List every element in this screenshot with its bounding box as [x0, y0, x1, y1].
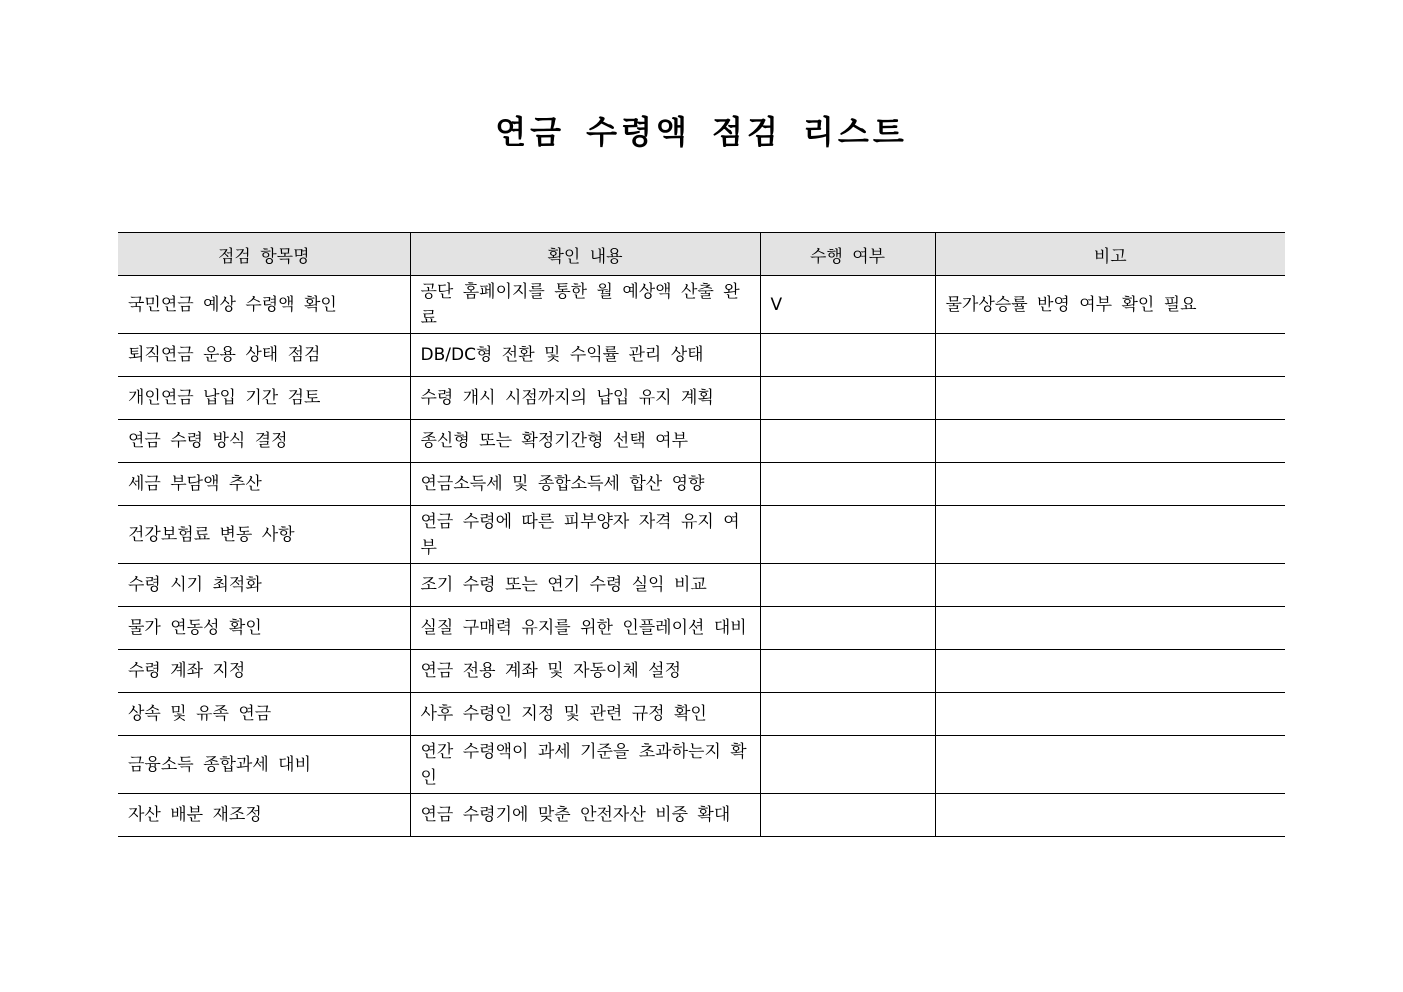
document-title: 연금 수령액 점검 리스트 [495, 113, 908, 151]
check-content-cell: 연금소득세 및 종합소득세 합산 영향 [410, 463, 760, 506]
done-status-cell[interactable] [760, 420, 935, 463]
header-done-status: 수행 여부 [760, 233, 935, 276]
check-content-cell: 수령 개시 시점까지의 납입 유지 계획 [410, 377, 760, 420]
table-row [118, 794, 1285, 837]
done-status-cell[interactable] [760, 794, 935, 837]
check-content-cell: 사후 수령인 지정 및 관련 규정 확인 [410, 693, 760, 736]
checklist-table [118, 232, 1285, 837]
note-cell[interactable] [935, 334, 1285, 377]
table-row [118, 607, 1285, 650]
check-content-cell: 연금 전용 계좌 및 자동이체 설정 [410, 650, 760, 693]
item-name-cell: 상속 및 유족 연금 [118, 693, 410, 736]
table-row [118, 334, 1285, 377]
header-check-content: 확인 내용 [410, 233, 760, 276]
note-cell[interactable] [935, 564, 1285, 607]
note-cell[interactable] [935, 693, 1285, 736]
check-content-cell: 종신형 또는 확정기간형 선택 여부 [410, 420, 760, 463]
note-cell[interactable] [935, 794, 1285, 837]
note-cell[interactable] [935, 377, 1285, 420]
done-status-cell[interactable] [760, 377, 935, 420]
item-name-cell: 국민연금 예상 수령액 확인 [118, 276, 410, 334]
check-content-cell: 조기 수령 또는 연기 수령 실익 비교 [410, 564, 760, 607]
item-name-cell: 세금 부담액 추산 [118, 463, 410, 506]
item-name-cell: 수령 시기 최적화 [118, 564, 410, 607]
done-status-cell[interactable] [760, 736, 935, 794]
table-row [118, 650, 1285, 693]
done-status-cell[interactable] [760, 564, 935, 607]
done-status-cell[interactable] [760, 463, 935, 506]
note-cell[interactable] [935, 736, 1285, 794]
item-name-cell: 자산 배분 재조정 [118, 794, 410, 837]
item-name-cell: 금융소득 종합과세 대비 [118, 736, 410, 794]
table-row [118, 420, 1285, 463]
table-row [118, 564, 1285, 607]
header-note: 비고 [935, 233, 1285, 276]
note-cell[interactable] [935, 463, 1285, 506]
item-name-cell: 퇴직연금 운용 상태 점검 [118, 334, 410, 377]
table-row [118, 377, 1285, 420]
table-row [118, 463, 1285, 506]
item-name-cell: 물가 연동성 확인 [118, 607, 410, 650]
check-content-cell: 연간 수령액이 과세 기준을 초과하는지 확인 [410, 736, 760, 794]
table-row [118, 276, 1285, 334]
table-row [118, 693, 1285, 736]
check-content-cell: DB/DC형 전환 및 수익률 관리 상태 [410, 334, 760, 377]
item-name-cell: 개인연금 납입 기간 검토 [118, 377, 410, 420]
done-status-cell[interactable] [760, 693, 935, 736]
check-content-cell: 연금 수령에 따른 피부양자 자격 유지 여부 [410, 506, 760, 564]
note-cell[interactable] [935, 607, 1285, 650]
done-status-cell[interactable] [760, 607, 935, 650]
check-content-cell: 공단 홈페이지를 통한 월 예상액 산출 완료 [410, 276, 760, 334]
table-header-row [118, 233, 1285, 276]
item-name-cell: 연금 수령 방식 결정 [118, 420, 410, 463]
check-content-cell: 실질 구매력 유지를 위한 인플레이션 대비 [410, 607, 760, 650]
done-status-cell[interactable]: V [760, 276, 935, 334]
check-content-cell: 연금 수령기에 맞춘 안전자산 비중 확대 [410, 794, 760, 837]
note-cell[interactable] [935, 650, 1285, 693]
note-cell[interactable]: 물가상승률 반영 여부 확인 필요 [935, 276, 1285, 334]
table-row [118, 506, 1285, 564]
table-row [118, 736, 1285, 794]
note-cell[interactable] [935, 420, 1285, 463]
note-cell[interactable] [935, 506, 1285, 564]
done-status-cell[interactable] [760, 506, 935, 564]
item-name-cell: 수령 계좌 지정 [118, 650, 410, 693]
done-status-cell[interactable] [760, 650, 935, 693]
item-name-cell: 건강보험료 변동 사항 [118, 506, 410, 564]
done-status-cell[interactable] [760, 334, 935, 377]
header-item-name: 점검 항목명 [118, 233, 410, 276]
